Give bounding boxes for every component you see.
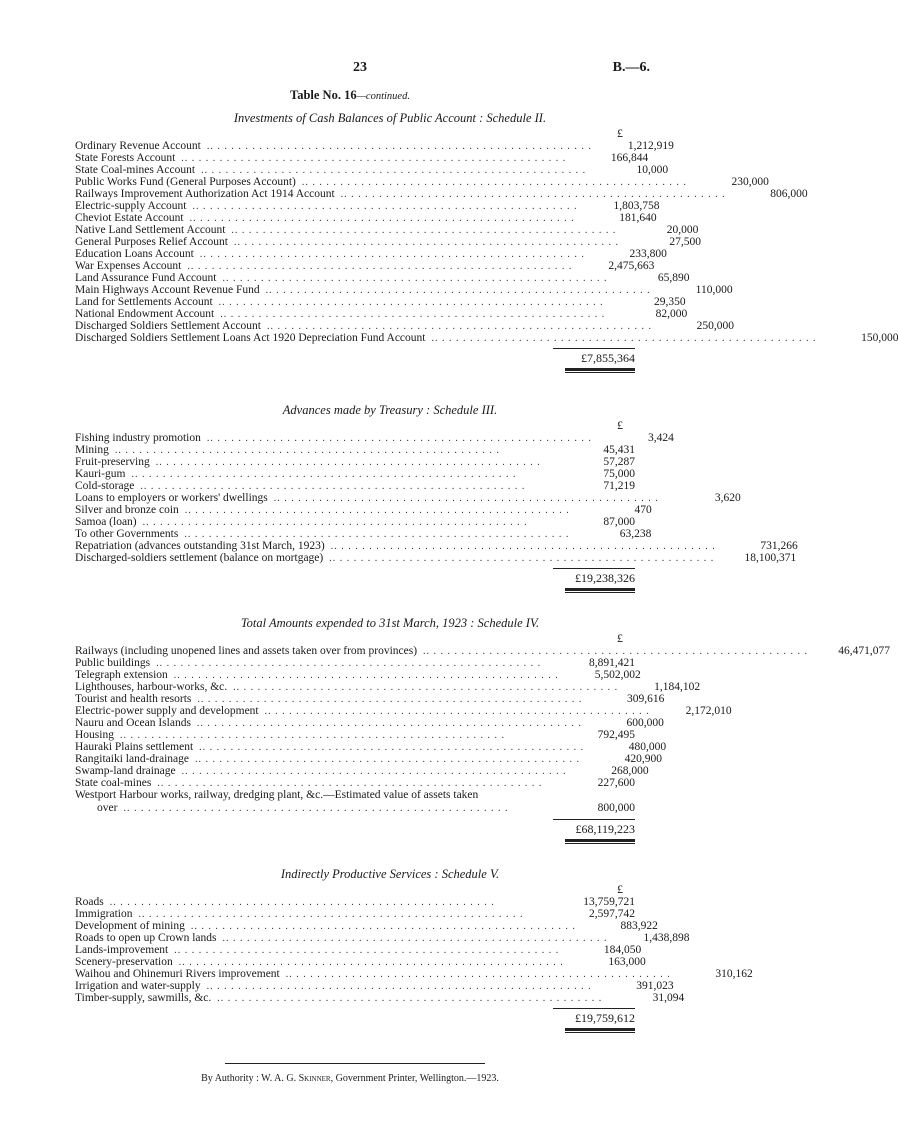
table-row: [75, 657, 635, 669]
table-row: [75, 432, 674, 444]
table-row: [75, 765, 649, 777]
row-label: Tourist and health resorts: [75, 693, 192, 705]
row-label: Irrigation and water-supply: [75, 980, 201, 992]
double-rule: [565, 588, 635, 593]
dot-leader: .. . . . . . . . . . . . . . . . . . . . . . . . . . . . . . . . . . . . . . . . . . . . . . . . . . . . . . .: [222, 273, 608, 284]
row-label: Public Works Fund (General Purposes Account): [75, 176, 296, 188]
section-title: Investments of Cash Balances of Public Account : Schedule II.: [233, 111, 547, 125]
schedule-ii-section: [75, 110, 898, 373]
row-amount: 1,184,102: [654, 681, 701, 693]
dot-leader: .. . . . . . . . . . . . . . . . . . . . . . . . . . . . . . . . . . . . . . . . . . . . . . . . . . . . . . .: [267, 321, 652, 332]
dot-leader: .. . . . . . . . . . . . . . . . . . . . . . . . . . . . . . . . . . . . . . . . . . . . . . . . . . . . . . .: [423, 646, 809, 657]
table-row: [75, 456, 635, 468]
row-amount: 63,238: [619, 528, 652, 540]
schedule-iii-rows: [75, 432, 798, 564]
row-label: Repatriation (advances outstanding 31st March, 1923): [75, 540, 325, 552]
row-label: Native Land Settlement Account: [75, 224, 226, 236]
row-label: Public buildings: [75, 657, 151, 669]
row-label: Discharged Soldiers Settlement Account: [75, 320, 261, 332]
dot-leader: .. . . . . . . . . . . . . . . . . . . . . . . . . . . . . . . . . . . . . . . . . . . . . . . . . . . . . . .: [184, 505, 570, 516]
dot-leader: .. . . . . . . . . . . . . . . . . . . . . . . . . . . . . . . . . . . . . . . . . . . . . . . . . . . . . . .: [220, 309, 606, 320]
dot-leader: .. . . . . . . . . . . . . . . . . . . . . . . . . . . . . . . . . . . . . . . . . . . . . . . . . . . . . . .: [142, 517, 528, 528]
table-row: [75, 284, 733, 296]
row-amount: 31,094: [652, 992, 685, 1004]
dot-leader: .. . . . . . . . . . . . . . . . . . . . . . . . . . . . . . . . . . . . . . . . . . . . . . . . . . . . . . .: [156, 658, 542, 669]
table-row: [75, 260, 655, 272]
table-row: [75, 492, 741, 504]
row-label: Westport Harbour works, railway, dredging plant, &c.—Estimated value of assets taken: [75, 789, 479, 801]
row-amount: 250,000: [696, 320, 734, 332]
table-row: [75, 200, 660, 212]
section-total: [553, 1008, 635, 1033]
row-label: State Forests Account: [75, 152, 176, 164]
row-amount: 3,424: [648, 432, 674, 444]
total-amount: £19,759,612: [575, 1011, 635, 1025]
row-label: Swamp-land drainage: [75, 765, 176, 777]
row-amount: 45,431: [603, 444, 635, 456]
row-label: Waihou and Ohinemuri Rivers improvement: [75, 968, 280, 980]
row-amount: 82,000: [655, 308, 688, 320]
dot-leader: .. . . . . . . . . . . . . . . . . . . . . . . . . . . . . . . . . . . . . . . . . . . . . . . . . . . . . . .: [190, 921, 576, 932]
row-label: Hauraki Plains settlement: [75, 741, 194, 753]
dot-leader: .. . . . . . . . . . . . . . . . . . . . . . . . . . . . . . . . . . . . . . . . . . . . . . . . . . . . . . .: [181, 766, 567, 777]
table-row: [75, 944, 642, 956]
dot-leader: .. . . . . . . . . . . . . . . . . . . . . . . . . . . . . . . . . . . . . . . . . . . . . . . . . . . . . . .: [206, 981, 592, 992]
row-amount: 5,502,002: [594, 669, 641, 681]
currency-symbol: £: [617, 418, 623, 432]
table-row: [75, 801, 635, 815]
table-row: [75, 777, 635, 789]
row-amount: 29,350: [654, 296, 686, 308]
table-row: [75, 236, 701, 248]
row-label: Roads to open up Crown lands: [75, 932, 217, 944]
row-amount: 163,000: [608, 956, 646, 968]
total-amount: £19,238,326: [575, 571, 635, 585]
row-label: Main Highways Account Revenue Fund: [75, 284, 260, 296]
section-title: Indirectly Productive Services : Schedule V.: [280, 867, 500, 881]
dot-leader: .. . . . . . . . . . . . . . . . . . . . . . . . . . . . . . . . . . . . . . . . . . . . . . . . . . . . . . .: [233, 682, 619, 693]
table-row: [75, 516, 635, 528]
row-amount: 883,922: [620, 920, 658, 932]
row-label: Lighthouses, harbour-works, &c.: [75, 681, 228, 693]
row-label: Roads: [75, 896, 104, 908]
row-label: Timber-supply, sawmills, &c.: [75, 992, 212, 1004]
section-total: [553, 819, 635, 844]
schedule-iii-section: [75, 402, 798, 593]
row-amount: 3,620: [714, 492, 741, 504]
dot-leader: .. . . . . . . . . . . . . . . . . . . . . . . . . . . . . . . . . . . . . . . . . . . . . . . . . . . . . . .: [114, 445, 500, 456]
row-amount: 420,900: [624, 753, 663, 765]
double-rule: [565, 368, 635, 373]
table-row: [75, 480, 635, 492]
row-label: Cheviot Estate Account: [75, 212, 184, 224]
row-label: State coal-mines: [75, 777, 152, 789]
schedule-v-rows: [75, 896, 753, 1004]
dot-leader: .. . . . . . . . . . . . . . . . . . . . . . . . . . . . . . . . . . . . . . . . . . . . . . . . . . . . . . .: [157, 778, 543, 789]
table-row: [75, 717, 664, 729]
section-title: Total Amounts expended to 31st March, 1923 : Schedule IV.: [240, 616, 540, 630]
row-label: Nauru and Ocean Islands: [75, 717, 191, 729]
imprint-prefix: By Authority : W. A. G.: [201, 1073, 297, 1084]
table-row: [75, 705, 732, 717]
row-amount: 110,000: [695, 284, 733, 296]
printer-name: Skinner: [298, 1073, 331, 1084]
dot-leader: .. . . . . . . . . . . . . . . . . . . . . . . . . . . . . . . . . . . . . . . . . . . . . . . . . . . . . . .: [155, 457, 541, 468]
row-label: Kauri-gum: [75, 468, 126, 480]
table-row: [75, 248, 667, 260]
table-row: [75, 932, 690, 944]
row-label: Telegraph extension: [75, 669, 168, 681]
dot-leader: .. . . . . . . . . . . . . . . . . . . . . . . . . . . . . . . . . . . . . . . . . . . . . . . . . . . . . . .: [431, 333, 817, 344]
table-row: [75, 296, 686, 308]
row-label: General Purposes Relief Account: [75, 236, 228, 248]
row-amount: 480,000: [628, 741, 667, 753]
row-amount: 150,000: [861, 332, 898, 344]
dot-leader: .. . . . . . . . . . . . . . . . . . . . . . . . . . . . . . . . . . . . . . . . . . . . . . . . . . . . . . .: [340, 189, 726, 200]
total-amount: £7,855,364: [581, 351, 635, 365]
imprint-suffix: , Government Printer, Wellington.—1923.: [330, 1073, 499, 1084]
table-title: [180, 88, 520, 103]
section-total: [553, 568, 635, 593]
row-amount: 310,162: [715, 968, 753, 980]
dot-leader: .. . . . . . . . . . . . . . . . . . . . . . . . . . . . . . . . . . . . . . . . . . . . . . . . . . . . . . .: [265, 285, 651, 296]
row-label: Housing: [75, 729, 114, 741]
row-amount: 65,890: [657, 272, 690, 284]
dot-leader: .. . . . . . . . . . . . . . . . . . . . . . . . . . . . . . . . . . . . . . . . . . . . . . . . . . . . . . .: [195, 754, 581, 765]
dot-leader: .. . . . . . . . . . . . . . . . . . . . . . . . . . . . . . . . . . . . . . . . . . . . . . . . . . . . . . .: [138, 909, 524, 920]
row-label: Loans to employers or workers' dwellings: [75, 492, 268, 504]
table-row: [75, 504, 652, 516]
table-row: [75, 272, 690, 284]
table-row: [75, 176, 769, 188]
table-row: [75, 540, 798, 552]
table-row: [75, 980, 674, 992]
currency-symbol: £: [617, 631, 623, 645]
row-amount: 8,891,421: [589, 657, 635, 669]
row-label: Railways Improvement Authorization Act 1914 Account: [75, 188, 335, 200]
row-label: Fruit-preserving: [75, 456, 150, 468]
dot-leader: .. . . . . . . . . . . . . . . . . . . . . . . . . . . . . . . . . . . . . . . . . . . . . . . . . . . . . . .: [173, 670, 559, 681]
table-row: [75, 164, 669, 176]
table-row: [75, 968, 753, 980]
dot-leader: .. . . . . . . . . . . . . . . . . . . . . . . . . . . . . . . . . . . . . . . . . . . . . . . . . . . . . . .: [189, 213, 575, 224]
currency-symbol: £: [617, 126, 623, 140]
dot-leader: .. . . . . . . . . . . . . . . . . . . . . . . . . . . . . . . . . . . . . . . . . . . . . . . . . . . . . . .: [301, 177, 687, 188]
table-row: [75, 224, 699, 236]
dot-leader: .. . . . . . . . . . . . . . . . . . . . . . . . . . . . . . . . . . . . . . . . . . . . . . . . . . . . . . .: [285, 969, 671, 980]
dot-leader: .. . . . . . . . . . . . . . . . . . . . . . . . . . . . . . . . . . . . . . . . . . . . . . . . . . . . . . .: [273, 493, 659, 504]
table-row: [75, 992, 685, 1004]
row-amount: 46,471,077: [838, 645, 891, 657]
total-amount: £68,119,223: [575, 822, 635, 836]
row-label: Land Assurance Fund Account: [75, 272, 217, 284]
row-amount: 71,219: [603, 480, 635, 492]
dot-leader: .. . . . . . . . . . . . . . . . . . . . . . . . . . . . . . . . . . . . . . . . . . . . . . . . . . . . . . .: [222, 933, 608, 944]
row-amount: 309,616: [627, 693, 665, 705]
section-title: Advances made by Treasury : Schedule III.: [282, 403, 498, 417]
row-amount: 800,000: [597, 802, 635, 814]
row-amount: 2,597,742: [589, 908, 635, 920]
row-amount: 2,172,010: [685, 705, 732, 717]
row-amount: 391,023: [636, 980, 674, 992]
row-label: Railways (including unopened lines and assets taken over from provinces): [75, 645, 418, 657]
row-label: Electric-power supply and development: [75, 705, 259, 717]
row-amount: 230,000: [731, 176, 769, 188]
row-label: Silver and bronze coin: [75, 504, 179, 516]
dot-leader: .. . . . . . . . . . . . . . . . . . . . . . . . . . . . . . . . . . . . . . . . . . . . . . . . . . . . . . .: [199, 249, 585, 260]
row-label: Development of mining: [75, 920, 185, 932]
schedule-ii-rows: [75, 140, 898, 344]
dot-leader: .. . . . . . . . . . . . . . . . . . . . . . . . . . . . . . . . . . . . . . . . . . . . . . . . . . . . . . .: [109, 897, 495, 908]
row-label: War Expenses Account: [75, 260, 182, 272]
table-row: [75, 741, 667, 753]
document-reference: B.—6.: [612, 60, 650, 75]
row-amount: 731,266: [760, 540, 798, 552]
dot-leader: .. . . . . . . . . . . . . . . . . . . . . . . . . . . . . . . . . . . . . . . . . . . . . . . . . . . . . . .: [197, 694, 583, 705]
row-amount: 233,800: [629, 248, 667, 260]
table-row: [75, 920, 658, 932]
row-amount: 181,640: [619, 212, 657, 224]
table-row: [75, 908, 635, 920]
row-amount: 10,000: [636, 164, 669, 176]
row-label: Lands-improvement: [75, 944, 169, 956]
page-number: 23: [353, 60, 367, 75]
table-row: [75, 444, 635, 456]
row-amount: 792,495: [597, 729, 635, 741]
dot-leader: .. . . . . . . . . . . . . . . . . . . . . . . . . . . . . . . . . . . . . . . . . . . . . . . . . . . . . . .: [196, 718, 582, 729]
table-row: [75, 693, 665, 705]
row-amount: 27,500: [669, 236, 701, 248]
currency-symbol: £: [617, 882, 623, 896]
row-amount: 18,100,371: [744, 552, 797, 564]
row-label: over: [97, 802, 118, 814]
row-amount: 2,475,663: [608, 260, 655, 272]
dot-leader: .. . . . . . . . . . . . . . . . . . . . . . . . . . . . . . . . . . . . . . . . . . . . . . . . . . . . . . .: [233, 237, 619, 248]
row-amount: 600,000: [626, 717, 664, 729]
row-label: Education Loans Account: [75, 248, 194, 260]
table-row: [75, 669, 641, 681]
schedule-iv-rows: [75, 645, 891, 815]
table-row: [75, 956, 646, 968]
row-label: Electric-supply Account: [75, 200, 187, 212]
row-amount: 184,050: [603, 944, 642, 956]
dot-leader: .. . . . . . . . . . . . . . . . . . . . . . . . . . . . . . . . . . . . . . . . . . . . . . . . . . . . . . .: [329, 553, 715, 564]
dot-leader: .. . . . . . . . . . . . . . . . . . . . . . . . . . . . . . . . . . . . . . . . . . . . . . . . . . . . . . .: [199, 742, 585, 753]
dot-leader: .. . . . . . . . . . . . . . . . . . . . . . . . . . . . . . . . . . . . . . . . . . . . . . . . . . . . . . .: [192, 201, 578, 212]
table-row: [75, 468, 635, 480]
table-row: [75, 896, 635, 908]
row-amount: 20,000: [666, 224, 699, 236]
dot-leader: .. . . . . . . . . . . . . . . . . . . . . . . . . . . . . . . . . . . . . . . . . . . . . . . . . . . . . . .: [231, 225, 617, 236]
dot-leader: .. . . . . . . . . . . . . . . . . . . . . . . . . . . . . . . . . . . . . . . . . . . . . . . . . . . . . . .: [178, 957, 564, 968]
row-label: Immigration: [75, 908, 133, 920]
row-amount: 166,844: [610, 152, 649, 164]
table-row: [75, 753, 663, 765]
table-title-suffix: —continued.: [356, 91, 410, 102]
table-row: [75, 552, 797, 564]
row-amount: 57,287: [603, 456, 635, 468]
dot-leader: .. . . . . . . . . . . . . . . . . . . . . . . . . . . . . . . . . . . . . . . . . . . . . . . . . . . . . . .: [217, 993, 603, 1004]
dot-leader: .. . . . . . . . . . . . . . . . . . . . . . . . . . . . . . . . . . . . . . . . . . . . . . . . . . . . . . .: [131, 469, 517, 480]
row-amount: 1,438,898: [643, 932, 690, 944]
dot-leader: .. . . . . . . . . . . . . . . . . . . . . . . . . . . . . . . . . . . . . . . . . . . . . . . . . . . . . . .: [264, 706, 650, 717]
dot-leader: .. . . . . . . . . . . . . . . . . . . . . . . . . . . . . . . . . . . . . . . . . . . . . . . . . . . . . . .: [201, 165, 587, 176]
row-label: Samoa (loan): [75, 516, 137, 528]
table-row: [75, 320, 734, 332]
row-amount: 268,000: [611, 765, 649, 777]
row-label: Discharged Soldiers Settlement Loans Act 1920 Depreciation Fund Account: [75, 332, 426, 344]
table-row: [75, 528, 652, 540]
row-amount: 75,000: [603, 468, 635, 480]
schedule-v-section: [75, 866, 753, 1033]
row-label: Mining: [75, 444, 109, 456]
table-row: [75, 645, 891, 657]
dot-leader: .. . . . . . . . . . . . . . . . . . . . . . . . . . . . . . . . . . . . . . . . . . . . . . . . . . . . . . .: [330, 541, 716, 552]
dot-leader: .. . . . . . . . . . . . . . . . . . . . . . . . . . . . . . . . . . . . . . . . . . . . . . . . . . . . . . .: [206, 141, 592, 152]
table-row: [75, 681, 701, 693]
row-amount: 1,803,758: [613, 200, 660, 212]
dot-leader: .. . . . . . . . . . . . . . . . . . . . . . . . . . . . . . . . . . . . . . . . . . . . . . . . . . . . . . .: [123, 803, 509, 814]
row-label: Discharged-soldiers settlement (balance on mortgage): [75, 552, 324, 564]
row-amount: 13,759,721: [583, 896, 635, 908]
printer-imprint: [100, 1073, 600, 1084]
dot-leader: .. . . . . . . . . . . . . . . . . . . . . . . . . . . . . . . . . . . . . . . . . . . . . . . . . . . . . . .: [181, 153, 567, 164]
row-amount: 1,212,919: [627, 140, 674, 152]
row-label: Scenery-preservation: [75, 956, 173, 968]
row-label: To other Governments: [75, 528, 179, 540]
row-amount: 806,000: [770, 188, 808, 200]
table-title-text: Table No. 16: [290, 88, 357, 102]
dot-leader: .. . . . . . . . . . . . . . . . . . . . . . . . . . . . . . . . . . . . . . . . . . . . . . . . . . . . . . .: [206, 433, 592, 444]
dot-leader: .. . . . . . . . . . . . . . . . . . . . . . . . . . . . . . . . . . . . . . . . . . . . . . . . . . . . . . .: [119, 730, 505, 741]
double-rule: [565, 1028, 635, 1033]
table-row: [75, 152, 649, 164]
dot-leader: .. . . . . . . . . . . . . . . . . . . . . . . . . . . . . . . . . . . . . . . . . . . . . . . . . . . . . . .: [187, 261, 573, 272]
dot-leader: .. . . . . . . . . . . . . . . . . . . . . . . . . . . . . . . . . . . . . . . . . . . . . . . . . . . . . . .: [218, 297, 604, 308]
dot-leader: .. . . . . . . . . . . . . . . . . . . . . . . . . . . . . . . . . . . . . . . . . . . . . . . . . . . . . . .: [184, 529, 570, 540]
table-row: [75, 140, 674, 152]
row-amount: 470: [634, 504, 652, 516]
schedule-iv-section: [75, 615, 891, 844]
table-row: [75, 332, 898, 344]
table-row: [75, 729, 635, 741]
dot-leader: .. . . . . . . . . . . . . . . . . . . . . . . . . . . . . . . . . . . . . . . . . . . . . . . . . . . . . . .: [140, 481, 526, 492]
row-label: Rangitaiki land-drainage: [75, 753, 190, 765]
table-row: [75, 212, 657, 224]
row-label: State Coal-mines Account: [75, 164, 196, 176]
row-label: Ordinary Revenue Account: [75, 140, 201, 152]
footer-rule: [225, 1063, 485, 1064]
table-row: [75, 789, 635, 801]
section-total: [553, 348, 635, 373]
double-rule: [565, 839, 635, 844]
row-label: Fishing industry promotion: [75, 432, 201, 444]
row-label: Cold-storage: [75, 480, 135, 492]
dot-leader: .. . . . . . . . . . . . . . . . . . . . . . . . . . . . . . . . . . . . . . . . . . . . . . . . . . . . . . .: [174, 945, 560, 956]
row-amount: 87,000: [603, 516, 635, 528]
row-label: Land for Settlements Account: [75, 296, 213, 308]
row-label: National Endowment Account: [75, 308, 215, 320]
table-row: [75, 188, 808, 200]
table-row: [75, 308, 688, 320]
row-amount: 227,600: [597, 777, 635, 789]
